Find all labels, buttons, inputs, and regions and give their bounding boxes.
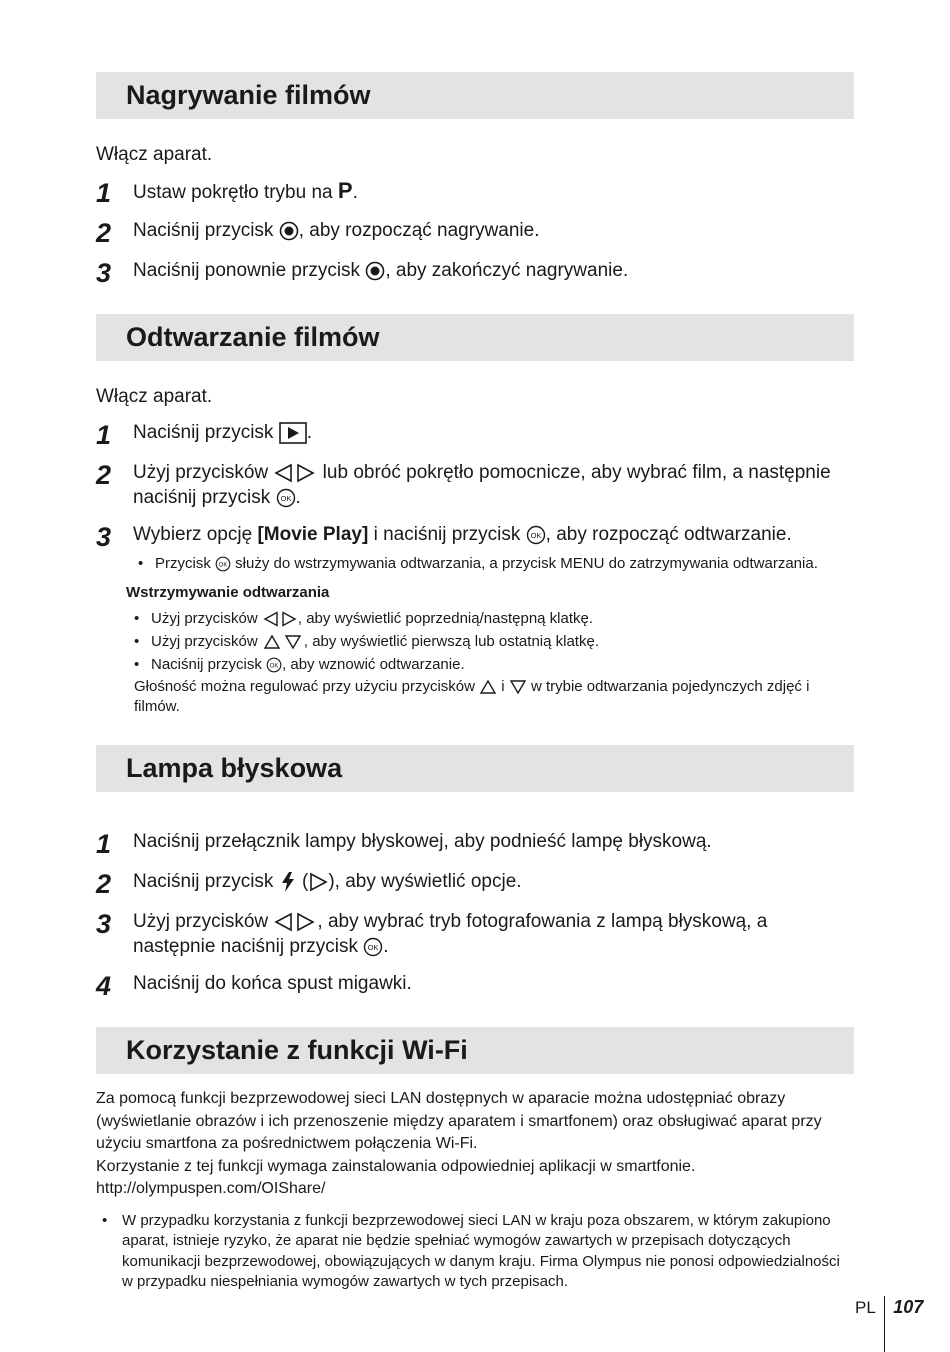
page-number: 107 xyxy=(893,1297,924,1317)
section-title-flash: Lampa błyskowa xyxy=(96,745,854,792)
wifi-para-1: Za pomocą funkcji bezprzewodowej sieci LAN dostępnych w aparacie można udostępniać obrazy (wyświetlanie obrazów i ich przenoszenie między aparatem i smartfonem) oraz obsługiwać aparat przy użyciu smartfona za pośrednictwem połączenia Wi-Fi. xyxy=(96,1090,822,1152)
movies-intro: Włącz aparat. xyxy=(96,144,213,165)
playback-step-2: 2 Użyj przycisków lub obróć pokrętło pomocnicze, aby wybrać film, a następnie naciśnij przycisk OK . xyxy=(96,460,831,508)
mode-p-label: P xyxy=(337,178,353,203)
movies-step-3: 3 Naciśnij ponownie przycisk , aby zakończyć nagrywanie. xyxy=(96,258,629,288)
flash-step-2: 2 Naciśnij przycisk ( ), aby wyświetlić opcje. xyxy=(96,869,522,899)
wifi-notes xyxy=(96,1211,854,1293)
ok-button-icon xyxy=(215,556,231,572)
flash-step-3: 3 Użyj przycisków , aby wybrać tryb fotografowania z lampą błyskową, a następnie naciśnij przycisk OK . xyxy=(96,909,768,957)
playback-step-3: 3 Wybierz opcję [Movie Play] i naciśnij przycisk OK , aby rozpocząć odtwarzanie. xyxy=(96,522,792,552)
up-arrow-icon xyxy=(479,679,497,695)
ok-button-icon xyxy=(363,937,383,957)
right-arrow-icon xyxy=(308,872,328,892)
step-number: 1 xyxy=(96,829,112,859)
page-footer xyxy=(855,1296,923,1352)
list-item: • Użyj przycisków , aby wyświetlić poprzednią/następną klatkę. xyxy=(126,607,854,630)
step-number: 3 xyxy=(96,258,112,288)
list-item: • Naciśnij przycisk OK , aby wznowić odtwarzanie. xyxy=(126,653,854,676)
left-right-arrows-icon xyxy=(273,912,317,932)
wifi-url: http://olympuspen.com/OIShare/ xyxy=(96,1180,326,1197)
ok-button-icon xyxy=(266,657,282,673)
left-right-arrows-icon xyxy=(262,611,298,627)
playback-step-1: 1 Naciśnij przycisk . xyxy=(96,420,312,450)
movies-step-1: 1 Ustaw pokrętło trybu na P. xyxy=(96,178,358,208)
ok-label: OK xyxy=(280,493,291,503)
ok-label: OK xyxy=(367,942,379,952)
ok-label: OK xyxy=(530,530,542,540)
movie-play-option: [Movie Play] xyxy=(257,524,369,545)
section-title-movies: Nagrywanie filmów xyxy=(96,72,854,119)
ok-label: OK xyxy=(269,663,279,670)
playback-button-icon xyxy=(279,422,307,444)
ok-label: OK xyxy=(218,562,228,569)
step-number: 2 xyxy=(96,869,112,899)
step-number: 1 xyxy=(96,178,112,208)
step-number: 3 xyxy=(96,522,112,552)
step-number: 1 xyxy=(96,420,112,450)
left-right-arrows-icon xyxy=(273,463,317,483)
flash-step-1: 1 Naciśnij przełącznik lampy błyskowej, aby podnieść lampę błyskową. xyxy=(96,829,712,859)
flash-icon xyxy=(279,871,297,893)
pause-subsection xyxy=(126,583,854,717)
step-number: 3 xyxy=(96,909,112,939)
language-code: PL xyxy=(855,1298,876,1317)
list-item: • Użyj przycisków , aby wyświetlić pierwszą lub ostatnią klatkę. xyxy=(126,630,854,653)
down-arrow-icon xyxy=(509,679,527,695)
wifi-description xyxy=(96,1088,854,1201)
record-button-icon xyxy=(279,221,299,241)
pause-title: Wstrzymywanie odtwarzania xyxy=(126,584,330,601)
playback-notes xyxy=(133,554,854,574)
ok-button-icon xyxy=(276,488,296,508)
step-number: 4 xyxy=(96,971,112,1001)
step-number: 2 xyxy=(96,460,112,490)
section-title-wifi: Korzystanie z funkcji Wi-Fi xyxy=(96,1027,854,1074)
movies-step-2: 2 Naciśnij przycisk , aby rozpocząć nagrywanie. xyxy=(96,218,540,248)
ok-button-icon xyxy=(526,525,546,545)
list-item: • W przypadku korzystania z funkcji bezprzewodowej sieci LAN w kraju poza obszarem, w którym zakupiono aparat, istnieje ryzyko, że aparat nie będzie spełniać wymogów zawartych w przepisach dotyczących komunikacji bezprzewodowej, obowiązujących w danym kraju. Firma Olympus nie ponosi odpowiedzialności w przypadku niespełniania wymogów zawartych w tych przepisach. xyxy=(96,1211,854,1293)
flash-step-4: 4 Naciśnij do końca spust migawki. xyxy=(96,971,412,1001)
list-item: • Przycisk OK służy do wstrzymywania odtwarzania, a przycisk MENU do zatrzymywania odtwarzania. xyxy=(133,554,854,574)
step-number: 2 xyxy=(96,218,112,248)
volume-note: Głośność można regulować przy użyciu przycisków i w trybie odtwarzania pojedynczych zdjęć i filmów. xyxy=(134,678,810,715)
record-button-icon xyxy=(365,261,385,281)
section-title-playback: Odtwarzanie filmów xyxy=(96,314,854,361)
wifi-para-2: Korzystanie z tej funkcji wymaga zainstalowania odpowiedniej aplikacji w smartfonie. xyxy=(96,1157,696,1175)
pause-list xyxy=(126,607,854,676)
up-down-arrows-icon xyxy=(262,634,304,650)
page-content xyxy=(96,72,854,1293)
playback-intro: Włącz aparat. xyxy=(96,386,213,407)
